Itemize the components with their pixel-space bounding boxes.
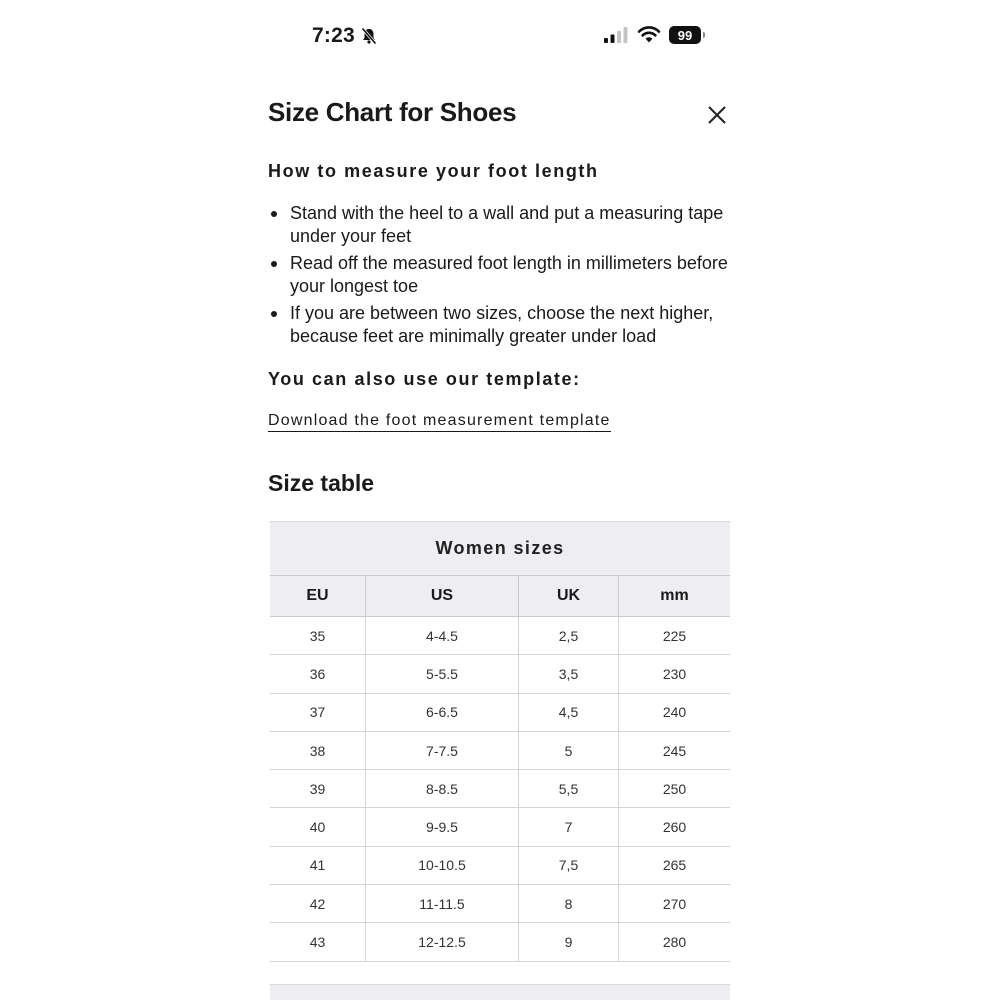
battery-level: 99 [677, 27, 693, 43]
cell-eu: 36 [270, 655, 366, 692]
cell-us: 7-7.5 [366, 732, 519, 769]
list-item: Read off the measured foot length in millimeters before your longest toe [268, 252, 738, 298]
cell-eu: 38 [270, 732, 366, 769]
next-table-caption [270, 984, 730, 1000]
instruction-list [268, 202, 738, 352]
header-mm: mm [660, 587, 689, 604]
cell-mm: 250 [662, 780, 687, 797]
table-row [270, 655, 730, 693]
table-row [270, 808, 730, 846]
cell-eu: 37 [270, 694, 366, 731]
cell-eu: 42 [270, 885, 366, 922]
cell-us: 4-4.5 [366, 617, 519, 654]
table-row [270, 732, 730, 770]
table-header-row [270, 575, 730, 617]
status-indicators [603, 26, 705, 44]
size-table-heading: Size table [268, 470, 375, 496]
header-eu: EU [270, 576, 366, 616]
cell-us: 6-6.5 [366, 694, 519, 731]
template-heading: You can also use our template: [268, 369, 581, 389]
measure-heading: How to measure your foot length [268, 161, 599, 181]
size-table [270, 521, 730, 1000]
battery-icon [669, 26, 701, 44]
wifi-icon [637, 26, 661, 44]
cell-uk: 5 [519, 732, 619, 769]
cell-mm: 225 [662, 627, 687, 644]
list-item: If you are between two sizes, choose the next higher, because feet are minimally greater under load [268, 302, 738, 348]
cell-us: 11-11.5 [366, 885, 519, 922]
cell-uk: 2,5 [519, 617, 619, 654]
download-template-link[interactable]: Download the foot measurement template [268, 412, 611, 432]
cell-uk: 9 [519, 923, 619, 960]
cell-us: 8-8.5 [366, 770, 519, 807]
cell-eu: 39 [270, 770, 366, 807]
cell-us: 10-10.5 [366, 847, 519, 884]
cell-mm: 270 [662, 895, 687, 912]
close-icon[interactable] [705, 103, 729, 127]
table-row [270, 923, 730, 961]
header-uk: UK [519, 576, 619, 616]
cell-mm: 240 [662, 704, 687, 721]
cell-uk: 8 [519, 885, 619, 922]
cell-us: 5-5.5 [366, 655, 519, 692]
cellular-signal-icon [603, 26, 629, 44]
cell-us: 12-12.5 [366, 923, 519, 960]
cell-eu: 40 [270, 808, 366, 845]
cell-mm: 280 [662, 934, 687, 951]
cell-us: 9-9.5 [366, 808, 519, 845]
cell-mm: 230 [662, 665, 687, 682]
cell-uk: 5,5 [519, 770, 619, 807]
cell-eu: 41 [270, 847, 366, 884]
table-row [270, 847, 730, 885]
table-row [270, 885, 730, 923]
cell-mm: 260 [662, 819, 687, 836]
cell-uk: 7 [519, 808, 619, 845]
bell-muted-icon [359, 26, 379, 46]
status-time [312, 24, 379, 48]
cell-uk: 7,5 [519, 847, 619, 884]
table-caption: Women sizes [270, 521, 730, 575]
cell-mm: 265 [662, 857, 687, 874]
cell-eu: 35 [270, 617, 366, 654]
header-us: US [366, 576, 519, 616]
cell-uk: 4,5 [519, 694, 619, 731]
page-title: Size Chart for Shoes [268, 97, 517, 127]
table-row [270, 770, 730, 808]
cell-mm: 245 [662, 742, 687, 759]
cell-uk: 3,5 [519, 655, 619, 692]
list-item: Stand with the heel to a wall and put a measuring tape under your feet [268, 202, 738, 248]
battery-nub [703, 32, 705, 38]
table-row [270, 694, 730, 732]
time-label: 7:23 [312, 24, 355, 47]
cell-eu: 43 [270, 923, 366, 960]
table-row [270, 617, 730, 655]
